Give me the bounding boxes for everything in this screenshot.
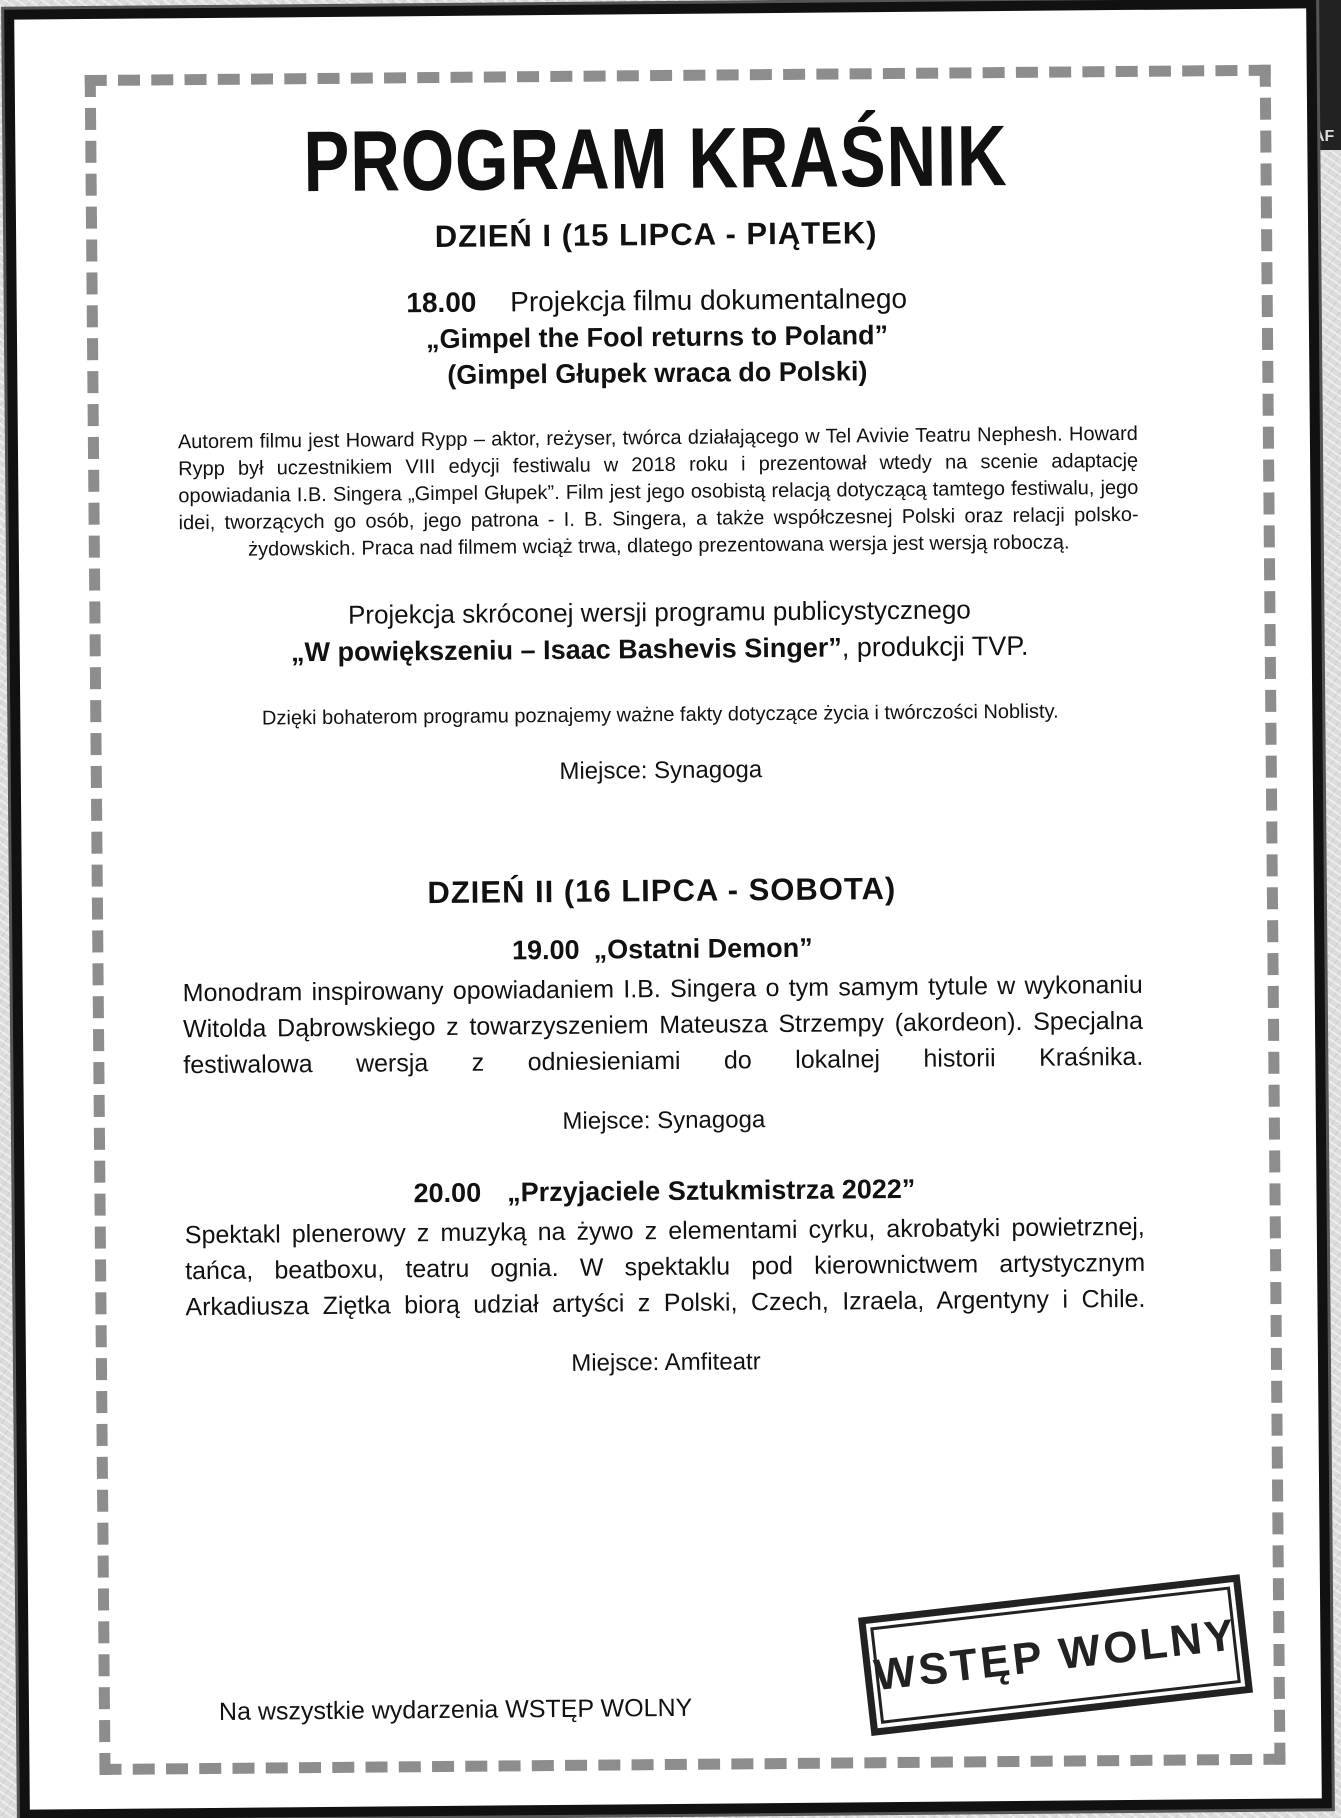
day1-event1 [127, 278, 1189, 564]
day1-place: Miejsce: Synagoga [559, 756, 763, 785]
page-title: PROGRAM KRAŚNIK [303, 108, 1008, 211]
day2-event2-time: 20.00 [413, 1177, 482, 1209]
day1-event2-suffix: , produkcji TVP. [841, 630, 1029, 663]
day1-event2-description: Dzięki bohaterom programu poznajemy ważne fakty dotyczące życia i twórczości Noblisty. [261, 700, 1059, 730]
program-content [125, 104, 1196, 1381]
day2-event2-title: „Przyjaciele Sztukmistrza 2022” [507, 1173, 916, 1208]
day2-event1-header [132, 926, 1192, 971]
day1-event1-title: „Gimpel the Fool returns to Poland” [425, 320, 889, 355]
day1-event1-time: 18.00 [406, 286, 477, 319]
day2-event1-title: „Ostatni Demon” [593, 932, 813, 965]
day2-event2-header [134, 1168, 1194, 1213]
day2-event1-description: Monodram inspirowany opowiadaniem I.B. Singera o tym samym tytule w wykonaniu Witolda Dąbrowskiego z towarzyszeniem Mateusza Strzempy (akordeon). Specjalna festiwalowa wersja z odniesieniami do lokalnej historii Kraśnika. [182, 970, 1144, 1080]
day2-event1 [132, 926, 1194, 1139]
day1-event1-kind: Projekcja filmu dokumentalnego [510, 282, 908, 318]
corner-artwork-text: AF [1313, 128, 1335, 145]
day2-event1-place: Miejsce: Synagoga [562, 1106, 766, 1135]
footer-note: Na wszystkie wydarzenia WSTĘP WOLNY [218, 1693, 693, 1726]
day1-event1-subtitle: (Gimpel Głupek wraca do Polski) [447, 356, 868, 390]
day1-event2-kind: Projekcja skróconej wersji programu publicystycznego [347, 594, 971, 630]
day2-event2-description: Spektakl plenerowy z muzyką na żywo z elementami cyrku, akrobatyki powietrznej, tańca, beatboxu, teatru ognia. W spektaklu pod kierownictwem artystycznym Arkadiusza Ziętka biorą udział artyści z Polski, Czech, Izraela, Argentyny i Chile. [184, 1212, 1146, 1322]
day2-heading: DZIEŃ II (16 LIPCA - SOBOTA) [427, 871, 897, 911]
day2-event2 [134, 1168, 1196, 1381]
day1-event2-title-line [130, 625, 1190, 672]
day1-event2 [129, 589, 1191, 789]
stamp-text: WSTĘP WOLNY [871, 1609, 1240, 1700]
day2-event1-time: 19.00 [511, 934, 580, 966]
day1-event1-description: Autorem filmu jest Howard Rypp – aktor, reżyser, twórca działającego w Tel Avivie Teatru Nephesh. Howard Rypp był uczestnikiem VIII edycji festiwalu w 2018 roku i prezentował wtedy na scenie adaptację opowiadania I.B. Singera „Gimpel Głupek”. Film jest jego osobistą relacją dotyczącą tamtego festiwalu, jego idei, tworzących go osób, jego patrona - I. B. Singera, a także współczesnej Polski oraz relacji polsko-żydowskich. Praca nad filmem wciąż trwa, dlatego prezentowana wersja jest wersją roboczą. [177, 422, 1139, 561]
program-sheet [14, 8, 1322, 1809]
day1-event2-title: „W powiększeniu – Isaac Bashevis Singer” [290, 632, 842, 668]
day1-heading: DZIEŃ I (15 LIPCA - PIĄTEK) [434, 215, 878, 255]
day2-event2-place: Miejsce: Amfiteatr [571, 1348, 761, 1377]
